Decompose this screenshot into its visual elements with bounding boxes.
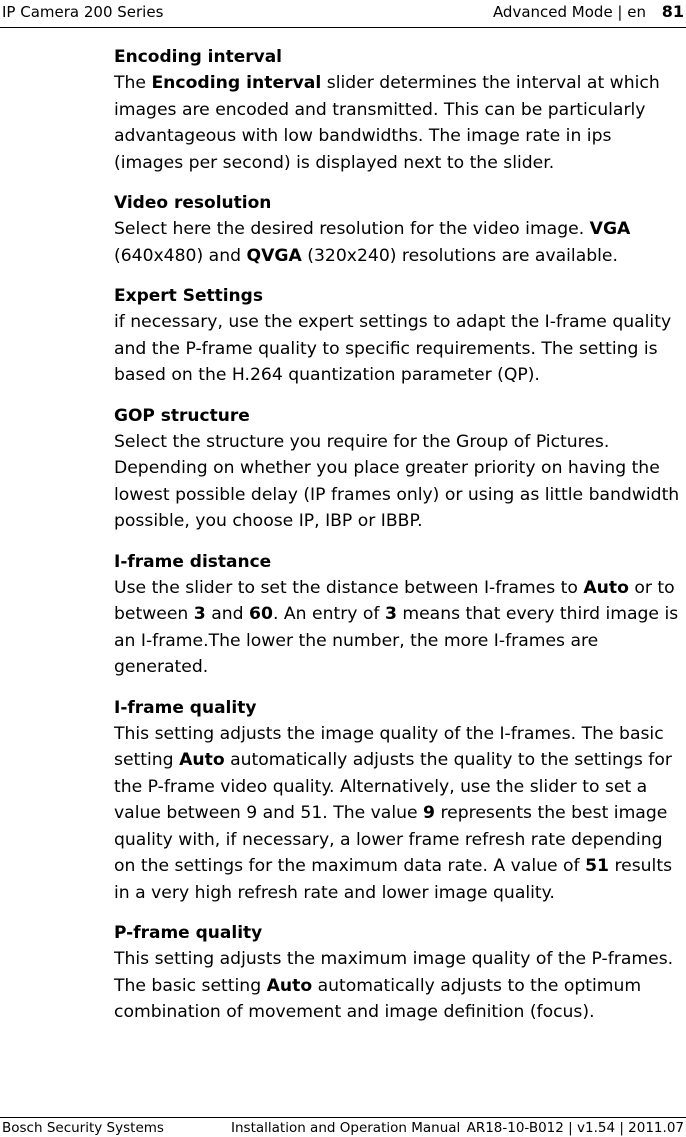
paragraph-text: automatically adjusts to the optimum combination of movement and image definition (focus).: [114, 975, 642, 1022]
section-paragraph: [114, 216, 684, 269]
page-header: [0, 0, 686, 28]
bold-term: QVGA: [246, 245, 302, 266]
paragraph-text: automatically adjusts the quality to the settings for the P-frame video quality. Alternatively, use the slider to set a value between 9 and 51. The value: [114, 750, 672, 823]
section-heading: I-frame distance: [114, 551, 272, 572]
paragraph-text: (320x240) resolutions are available.: [301, 245, 618, 266]
bold-term: 3: [193, 604, 206, 624]
bold-term: 9: [423, 803, 435, 823]
bold-term: Auto: [266, 975, 313, 996]
paragraph-text: slider determines the interval at which images are encoded and transmitted. This can be particularly advantageous with low bandwidths. The image rate in ips (images per second) is displayed next to the slider.: [114, 73, 660, 173]
paragraph-text: if necessary, use the expert settings to adapt the I-frame quality and the P-frame quality to specific requirements. The setting is based on the H.264 quantization parameter (QP).: [114, 312, 672, 385]
section-i-frame-quality: [114, 695, 684, 907]
paragraph-text: . An entry of: [272, 604, 385, 624]
document-body: [114, 44, 684, 1040]
paragraph-text: (640x480) and: [114, 245, 247, 266]
section-heading: Expert Settings: [114, 286, 263, 306]
paragraph-text: represents the best image quality with, if necessary, a lower frame refresh rate depending on the settings for the maximum data rate. A value of: [114, 803, 668, 876]
paragraph-text: Select the structure you require for the Group of Pictures. Depending on whether you place greater priority on having the lowest possible delay (IP frames only) or using as little bandwidth possible, you choose IP, IBP or IBBP.: [114, 431, 680, 531]
footer-manual: Installation and Operation Manual: [231, 1120, 461, 1136]
section-heading: Encoding interval: [114, 47, 283, 67]
bold-term: 60: [249, 604, 273, 624]
bold-term: Auto: [583, 577, 629, 598]
page-footer: [0, 1117, 686, 1137]
bold-term: VGA: [589, 219, 631, 239]
section-paragraph: [114, 309, 684, 389]
section-heading: Video resolution: [114, 193, 272, 213]
bold-term: Encoding interval: [151, 73, 322, 93]
section-paragraph: [114, 721, 684, 907]
section-paragraph: [114, 429, 684, 535]
section-paragraph: [114, 70, 684, 176]
section-i-frame-distance: [114, 549, 684, 681]
section-video-resolution: [114, 190, 684, 269]
footer-docref: AR18-10-B012 | v1.54 | 2011.07: [466, 1120, 684, 1136]
bold-term: Auto: [179, 750, 225, 770]
section-expert-settings: [114, 283, 684, 389]
section-gop-structure: [114, 403, 684, 535]
paragraph-text: This setting adjusts the maximum image quality of the P-frames. The basic setting: [114, 949, 674, 996]
footer-company: Bosch Security Systems: [2, 1120, 164, 1136]
section-heading: GOP structure: [114, 405, 250, 426]
paragraph-text: The: [114, 73, 152, 93]
paragraph-text: means that every third image is an I-frame.The lower the number, the more I-frames are generated.: [114, 604, 679, 677]
section-encoding-interval: [114, 44, 684, 176]
section-paragraph: [114, 946, 684, 1026]
paragraph-text: and: [205, 604, 250, 624]
section-paragraph: [114, 575, 684, 681]
page-number: 81: [661, 2, 684, 21]
section-p-frame-quality: [114, 920, 684, 1026]
paragraph-text: This setting adjusts the image quality of the I-frames. The basic setting: [114, 723, 664, 770]
paragraph-text: Select here the desired resolution for the video image.: [114, 219, 590, 239]
header-mode: Advanced Mode | en: [492, 3, 646, 21]
paragraph-text: results in a very high refresh rate and lower image quality.: [114, 856, 673, 903]
section-heading: I-frame quality: [114, 697, 257, 718]
paragraph-text: Use the slider to set the distance between I-frames to: [114, 577, 584, 598]
section-heading: P-frame quality: [114, 923, 263, 943]
paragraph-text: or to between: [114, 577, 675, 624]
bold-term: 51: [585, 856, 609, 876]
header-product: IP Camera 200 Series: [2, 3, 164, 21]
bold-term: 3: [384, 604, 397, 624]
